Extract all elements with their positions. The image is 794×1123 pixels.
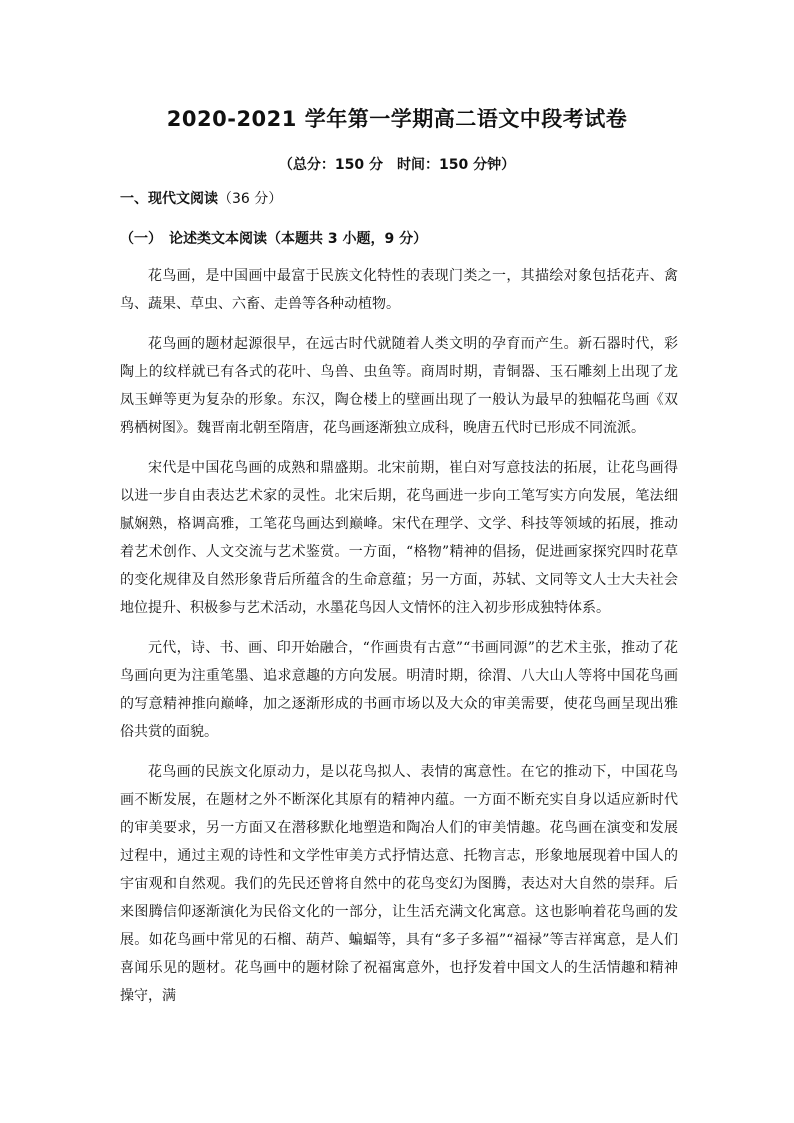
section-points: （36 分） (218, 191, 283, 207)
paragraph: 花鸟画，是中国画中最富于民族文化特性的表现门类之一，其描绘对象包括花卉、禽鸟、蔬果、草虫、六畜、走兽等各种动植物。 (120, 268, 678, 312)
paragraph: 花鸟画的题材起源很早，在远古时代就随着人类文明的孕育而产生。新石器时代，彩陶上的纹样就已有各式的花叶、鸟兽、虫鱼等。商周时期，青铜器、玉石雕刻上出现了龙凤玉蝉等更为复杂的形象。东汉，陶仓楼上的壁画出现了一般认为最早的独幅花鸟画《双鸦栖树图》。魏晋南北朝至隋唐，花鸟画逐渐独立成科，晚唐五代时已形成不同流派。 (120, 336, 678, 436)
page-title: 2020-2021 学年第一学期高二语文中段考试卷 (166, 107, 628, 131)
paragraph: 宋代是中国花鸟画的成熟和鼎盛期。北宋前期，崔白对写意技法的拓展，让花鸟画得以进一步自由表达艺术家的灵性。北宋后期，花鸟画进一步向工笔写实方向发展，笔法细腻娴熟，格调高雅，工笔花鸟画达到巅峰。宋代在理学、文学、科技等领域的拓展，推动着艺术创作、人文交流与艺术鉴赏。一方面，“格物”精神的倡扬，促进画家探究四时花草的变化规律及自然形象背后所蕴含的生命意蕴；另一方面，苏轼、文同等文人士大夫社会地位提升、积极参与艺术活动，水墨花鸟因人文情怀的注入初步形成独特体系。 (120, 460, 678, 616)
paragraph: 元代，诗、书、画、印开始融合，“作画贵有古意”“书画同源”的艺术主张，推动了花鸟画向更为注重笔墨、追求意趣的方向发展。明清时期，徐渭、八大山人等将中国花鸟画的写意精神推向巅峰，加之逐渐形成的书画市场以及大众的审美需要，使花鸟画呈现出雅俗共赏的面貌。 (120, 640, 678, 740)
section-heading (120, 188, 282, 208)
paragraph: 花鸟画的民族文化原动力，是以花鸟拟人、表情的寓意性。在它的推动下，中国花鸟画不断发展，在题材之外不断深化其原有的精神内蕴。一方面不断充实自身以适应新时代的审美要求，另一方面又在潜移默化地塑造和陶冶人们的审美情趣。花鸟画在演变和发展过程中，通过主观的诗性和文学性审美方式抒情达意、托物言志，形象地展现着中国人的宇宙观和自然观。我们的先民还曾将自然中的花鸟变幻为图腾，表达对大自然的崇拜。后来图腾信仰逐渐演化为民俗文化的一部分，让生活充满文化寓意。这也影响着花鸟画的发展。如花鸟画中常见的石榴、葫芦、蝙蝠等，具有“多子多福”“福禄”等吉祥寓意，是人们喜闻乐见的题材。花鸟画中的题材除了祝福寓意外，也抒发着中国文人的生活情趣和精神操守，满 (120, 764, 678, 1004)
subsection-heading: （一） 论述类文本阅读（本题共 3 小题，9 分） (120, 231, 428, 247)
exam-info: （总分：150 分 时间：150 分钟） (278, 157, 516, 173)
section-title: 一、现代文阅读 (120, 191, 218, 207)
article-body (120, 262, 678, 1022)
